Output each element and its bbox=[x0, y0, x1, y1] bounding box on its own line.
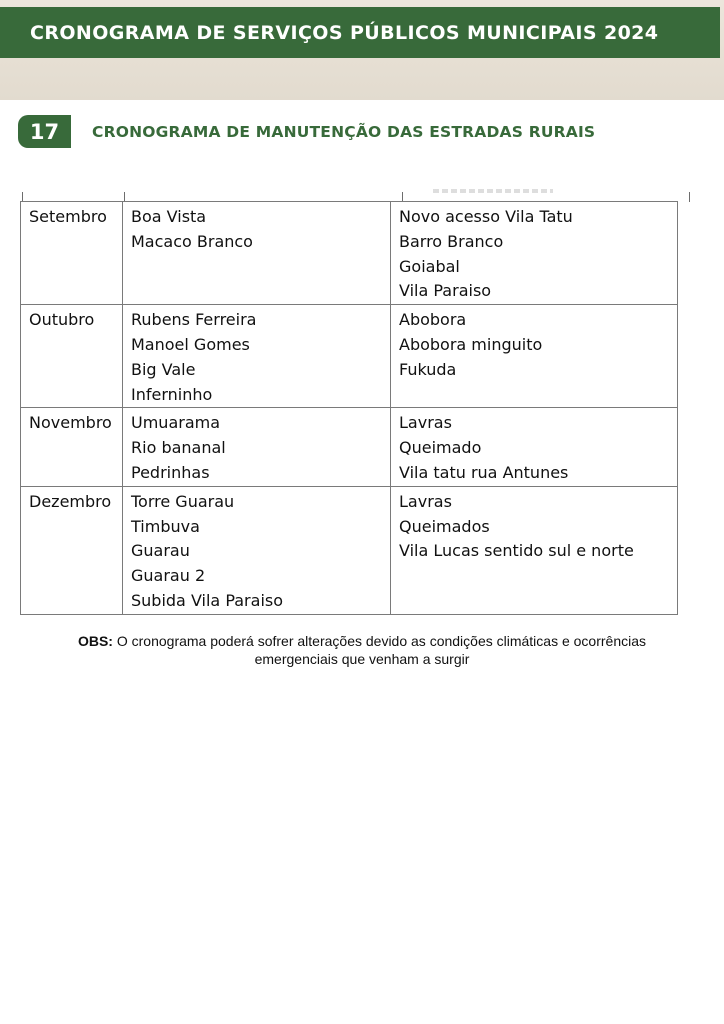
page-title: CRONOGRAMA DE SERVIÇOS PÚBLICOS MUNICIPAIS 2024 bbox=[30, 21, 659, 44]
road-name: Barro Branco bbox=[399, 231, 504, 251]
table-row bbox=[21, 305, 678, 408]
road-name: Lavras bbox=[399, 491, 452, 511]
road-name: Queimados bbox=[399, 516, 490, 536]
maintenance-schedule-table bbox=[20, 201, 678, 615]
road-name: Rubens Ferreira bbox=[131, 310, 257, 330]
road-name: Macaco Branco bbox=[131, 231, 253, 251]
road-list-cell-b bbox=[391, 202, 678, 305]
road-list-cell-a bbox=[123, 486, 391, 614]
month-cell: Outubro bbox=[21, 305, 123, 408]
month-cell: Setembro bbox=[21, 202, 123, 305]
road-name: Big Vale bbox=[131, 359, 196, 379]
observation-text-line1: O cronograma poderá sofrer alterações devido as condições climáticas e ocorrências bbox=[112, 633, 647, 649]
header-banner bbox=[0, 7, 720, 58]
road-name: Vila Paraiso bbox=[399, 281, 492, 301]
month-cell: Novembro bbox=[21, 408, 123, 486]
road-name: Subida Vila Paraiso bbox=[131, 590, 284, 610]
road-list-cell-b bbox=[391, 486, 678, 614]
table-row bbox=[21, 486, 678, 614]
observation-text-line2: emergenciais que venham a surgir bbox=[254, 651, 470, 667]
road-name: Goiabal bbox=[399, 256, 460, 276]
road-name: Manoel Gomes bbox=[131, 334, 250, 354]
road-name: Novo acesso Vila Tatu bbox=[399, 207, 573, 226]
road-name: Rio bananal bbox=[131, 438, 226, 458]
road-name: Queimado bbox=[399, 438, 482, 458]
table-row bbox=[21, 202, 678, 305]
road-name: Umuarama bbox=[131, 413, 221, 433]
road-name: Pedrinhas bbox=[131, 462, 210, 482]
road-name: Inferninho bbox=[131, 384, 213, 404]
section-title: CRONOGRAMA DE MANUTENÇÃO DAS ESTRADAS RURAIS bbox=[92, 123, 596, 141]
road-name: Vila Lucas sentido sul e norte bbox=[399, 541, 634, 561]
section-number-badge: 17 bbox=[18, 115, 71, 148]
road-name: Abobora minguito bbox=[399, 334, 543, 354]
road-list-cell-b bbox=[391, 408, 678, 486]
road-name: Guarau 2 bbox=[131, 566, 206, 586]
road-list-cell-a bbox=[123, 305, 391, 408]
road-list-cell-a bbox=[123, 202, 391, 305]
road-name: Guarau bbox=[131, 541, 190, 561]
road-name: Lavras bbox=[399, 413, 452, 433]
road-list-cell-b bbox=[391, 305, 678, 408]
road-name: Torre Guarau bbox=[131, 491, 235, 511]
road-name: Boa Vista bbox=[131, 207, 207, 226]
road-name: Abobora bbox=[399, 310, 467, 330]
road-list-cell-a bbox=[123, 408, 391, 486]
road-name: Fukuda bbox=[399, 359, 457, 379]
month-cell: Dezembro bbox=[21, 486, 123, 614]
table-row bbox=[21, 408, 678, 486]
road-name: Vila tatu rua Antunes bbox=[399, 462, 569, 482]
road-name: Timbuva bbox=[131, 516, 200, 536]
observation-note bbox=[20, 632, 704, 668]
observation-label: OBS: bbox=[77, 633, 113, 649]
